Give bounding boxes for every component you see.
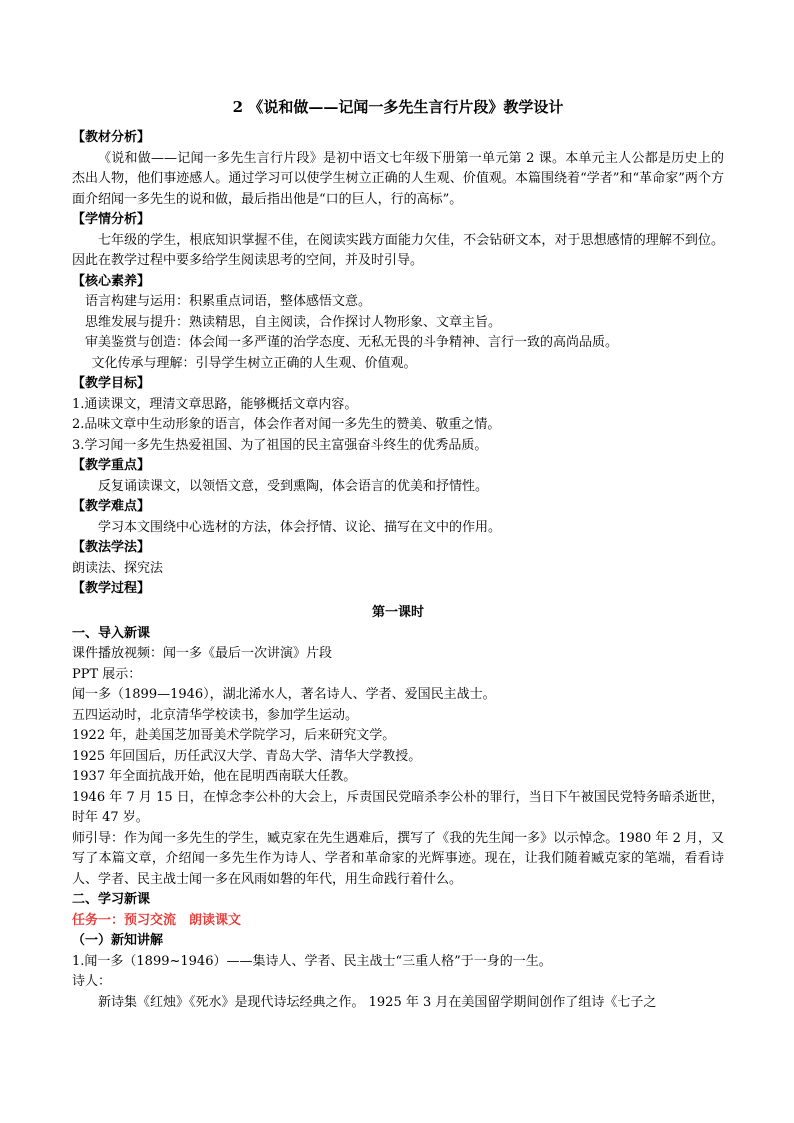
part1-heading: 一、导入新课 xyxy=(72,625,151,641)
text-line: 师引导：作为闻一多先生的学生，臧克家在先生遇难后，撰写了《我的先生闻一多》以示悼念。1980 年 2 月，又写了本篇文章，介绍闻一多先生作为诗人、学者和革命家的光辉事迹。现在，让我们随着臧克家的笔端，看看诗人、学者、民主战士闻一多在风雨如磐的年代，用生命践行着什么。 xyxy=(72,830,724,887)
list-item: 2.品味文章中生动形象的语言，体会作者对闻一多先生的赞美、敬重之情。 xyxy=(72,417,501,432)
paragraph-jiaocai: 《说和做——记闻一多先生言行片段》是初中语文七年级下册第一单元第 2 课。本单元主人公都是历史上的杰出人物，他们事迹感人。通过学习可以使学生树立正确的人生观、价值观。本篇围绕着“学者”和“革命家”两个方面介绍闻一多先生的说和做，最后指出他是“口的巨人，行的高标”。 xyxy=(72,150,724,207)
task-heading xyxy=(72,911,724,932)
lesson-heading: 第一课时 xyxy=(371,604,424,620)
text-line: 1922 年，赴美国芝加哥美术学院学习，后来研究文学。 xyxy=(72,728,396,743)
text-line: 五四运动时，北京清华学校读书，参加学生运动。 xyxy=(72,707,359,723)
task-sub: 朗读课文 xyxy=(189,912,242,928)
document-title: 2 《说和做——记闻一多先生言行片段》教学设计 xyxy=(232,98,564,116)
part2-heading: 二、学习新课 xyxy=(72,892,151,907)
text-line: 1937 年全面抗战开始，他在昆明西南联大任教。 xyxy=(72,769,357,784)
section-heading-fangfa: 【教法学法】 xyxy=(72,540,151,555)
text-line: 课件播放视频：闻一多《最后一次讲演》片段 xyxy=(72,646,333,661)
section-heading-jiaocai: 【教材分析】 xyxy=(72,130,151,145)
section-heading-hexin: 【核心素养】 xyxy=(72,273,151,289)
section-heading-mubiao: 【教学目标】 xyxy=(72,376,151,391)
paragraph-fangfa: 朗读法、探究法 xyxy=(72,560,164,576)
section-heading-zhongdian: 【教学重点】 xyxy=(72,458,151,473)
paragraph-nandian: 学习本文围绕中心选材的方法，体会抒情、议论、描写在文中的作用。 xyxy=(98,519,502,535)
list-item: 3.学习闻一多先生热爱祖国、为了祖国的民主富强奋斗终生的优秀品质。 xyxy=(72,437,488,453)
text-line: 1.闻一多（1899~1946）——集诗人、学者、民主战士“三重人格”于一身的一生。 xyxy=(72,953,552,969)
section-heading-guocheng: 【教学过程】 xyxy=(72,581,151,596)
text-line: 1946 年 7 月 15 日，在悼念李公朴的大会上，斥责国民党暗杀李公朴的罪行，当日下午被国民党特务暗杀逝世，时年 47 岁。 xyxy=(72,789,724,825)
section-heading-nandian: 【教学难点】 xyxy=(72,499,151,514)
text-line: 诗人： xyxy=(72,974,112,989)
document-page xyxy=(72,96,724,1013)
text-line: PPT 展示： xyxy=(72,666,142,682)
list-item: 1.通读课文，理清文章思路，能够概括文章内容。 xyxy=(72,396,358,412)
text-line: 闻一多（1899—1946），湖北浠水人，著名诗人、学者、爱国民主战士。 xyxy=(72,687,496,702)
list-item: 文化传承与理解：引导学生树立正确的人生观、价值观。 xyxy=(91,355,417,371)
paragraph-zhongdian: 反复诵读课文，以领悟文意，受到熏陶，体会语言的优美和抒情性。 xyxy=(98,478,489,494)
list-item: 语言构建与运用：积累重点词语，整体感悟文意。 xyxy=(85,294,372,309)
text-line: 1925 年回国后，历任武汉大学、青岛大学、清华大学教授。 xyxy=(72,748,422,764)
list-item: 思维发展与提升：熟读精思，自主阅读，合作探讨人物形象、文章主旨。 xyxy=(85,314,502,330)
section-heading-xueqing: 【学情分析】 xyxy=(72,212,151,227)
paragraph-xueqing: 七年级的学生，根底知识掌握不佳，在阅读实践方面能力欠佳，不会钻研文本，对于思想感情的理解不到位。因此在教学过程中要多给学生阅读思考的空间，并及时引导。 xyxy=(72,232,724,268)
list-item: 审美鉴赏与创造：体会闻一多严谨的治学态度、无私无畏的斗争精神、言行一致的高尚品质。 xyxy=(85,335,619,350)
sub-heading: （一）新知讲解 xyxy=(72,933,164,948)
text-line: 新诗集《红烛》《死水》是现代诗坛经典之作。 1925 年 3 月在美国留学期间创作了组诗《七子之 xyxy=(98,994,657,1010)
task-label: 任务一：预习交流 xyxy=(72,912,177,928)
